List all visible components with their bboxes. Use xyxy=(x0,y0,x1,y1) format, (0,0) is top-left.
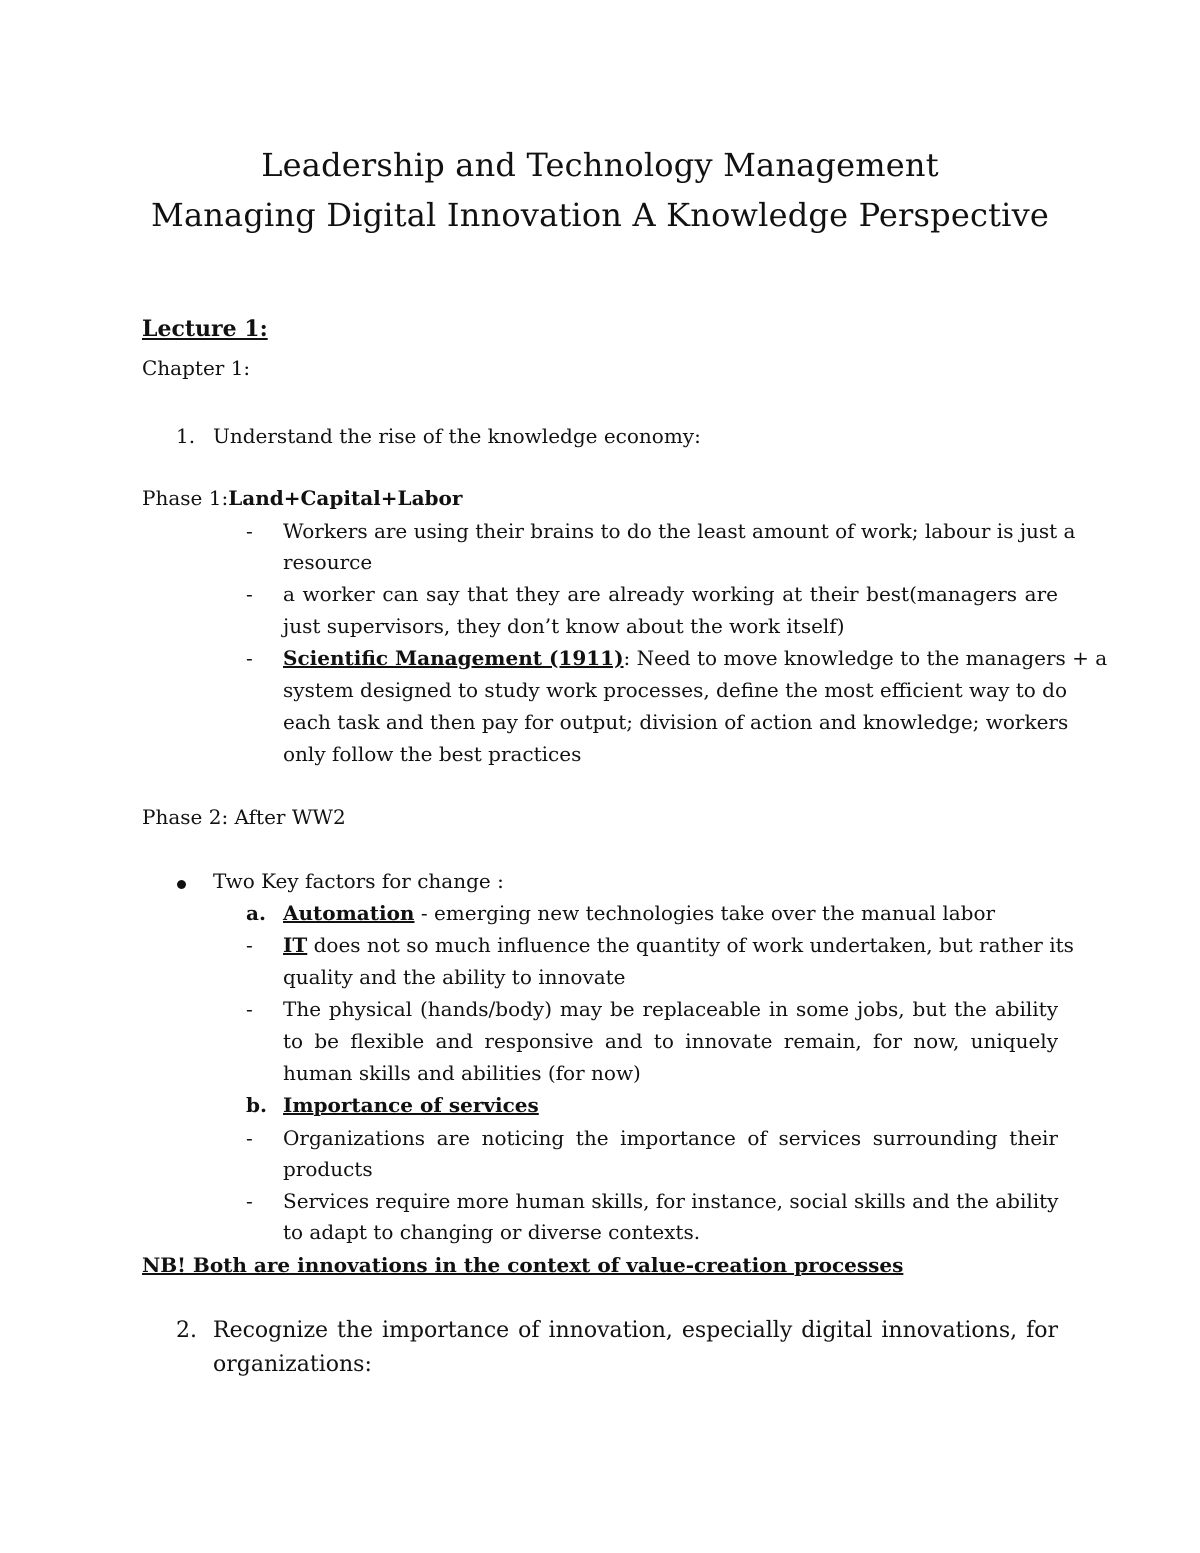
dash-marker: - xyxy=(246,519,253,543)
dash-marker: - xyxy=(246,582,253,606)
importance-of-services-term: Importance of services xyxy=(283,1093,539,1117)
phase-1-item-3-line-1 xyxy=(283,642,1107,674)
section-2-number: 2. xyxy=(176,1318,197,1343)
phase-1-item-1-line-2: resource xyxy=(283,550,373,574)
nb-note: NB! Both are innovations in the context of value-creation processes xyxy=(142,1253,904,1277)
scientific-management-text: : Need to move knowledge to the managers + a xyxy=(623,646,1108,670)
phase-1-label: Phase 1: xyxy=(142,486,229,510)
phase-1-heading xyxy=(142,482,462,514)
phase-1-item-3-line-4: only follow the best practices xyxy=(283,742,582,766)
bullet-icon xyxy=(177,880,186,889)
phase-1-item-2-line-1: a worker can say that they are already working at their best(managers are xyxy=(283,582,1058,606)
services-item-2-line-1: Services require more human skills, for instance, social skills and the ability xyxy=(283,1189,1059,1213)
phase-2-heading: Phase 2: After WW2 xyxy=(142,805,346,829)
dash-marker: - xyxy=(246,1126,253,1150)
factor-a-line xyxy=(283,897,995,929)
section-2-line-1: Recognize the importance of innovation, especially digital innovations, for xyxy=(213,1318,1058,1343)
dash-marker: - xyxy=(246,997,253,1021)
lecture-heading: Lecture 1: xyxy=(142,316,268,342)
automation-term: Automation xyxy=(283,901,415,925)
physical-item-line-1: The physical (hands/body) may be replaceable in some jobs, but the ability xyxy=(283,997,1058,1021)
phase-2-bullet: Two Key factors for change : xyxy=(213,869,504,893)
it-item-line-1 xyxy=(283,929,1074,961)
physical-item-line-3: human skills and abilities (for now) xyxy=(283,1061,641,1085)
chapter-label: Chapter 1: xyxy=(142,356,251,380)
automation-text: - emerging new technologies take over the manual labor xyxy=(414,901,996,925)
section-2-line-2: organizations: xyxy=(213,1352,372,1377)
phase-1-bold-label: Land+Capital+Labor xyxy=(228,486,463,510)
dash-marker: - xyxy=(246,646,253,670)
document-title xyxy=(0,140,1200,240)
section-1-heading: Understand the rise of the knowledge economy: xyxy=(213,424,701,448)
dash-marker: - xyxy=(246,933,253,957)
phase-1-item-3-line-2: system designed to study work processes, define the most efficient way to do xyxy=(283,678,1068,702)
services-item-2-line-2: to adapt to changing or diverse contexts. xyxy=(283,1220,701,1244)
phase-1-item-1-line-1: Workers are using their brains to do the least amount of work; labour is just a xyxy=(283,519,1076,543)
phase-1-item-2-line-2: just supervisors, they don’t know about the work itself) xyxy=(283,614,845,638)
services-item-1-line-2: products xyxy=(283,1157,373,1181)
title-line-2: Managing Digital Innovation A Knowledge Perspective xyxy=(151,196,1049,234)
phase-1-item-3-line-3: each task and then pay for output; division of action and knowledge; workers xyxy=(283,710,1069,734)
services-item-1-line-1: Organizations are noticing the importance of services surrounding their xyxy=(283,1126,1058,1150)
factor-b-marker: b. xyxy=(246,1093,267,1117)
section-1-number: 1. xyxy=(176,424,196,448)
title-line-1: Leadership and Technology Management xyxy=(261,146,939,184)
factor-a-marker: a. xyxy=(246,901,266,925)
it-item-line-2: quality and the ability to innovate xyxy=(283,965,626,989)
it-text: does not so much influence the quantity of work undertaken, but rather its xyxy=(307,933,1074,957)
physical-item-line-2: to be flexible and responsive and to innovate remain, for now, uniquely xyxy=(283,1029,1058,1053)
dash-marker: - xyxy=(246,1189,253,1213)
it-term: IT xyxy=(283,933,308,957)
scientific-management-term: Scientific Management (1911) xyxy=(283,646,624,670)
